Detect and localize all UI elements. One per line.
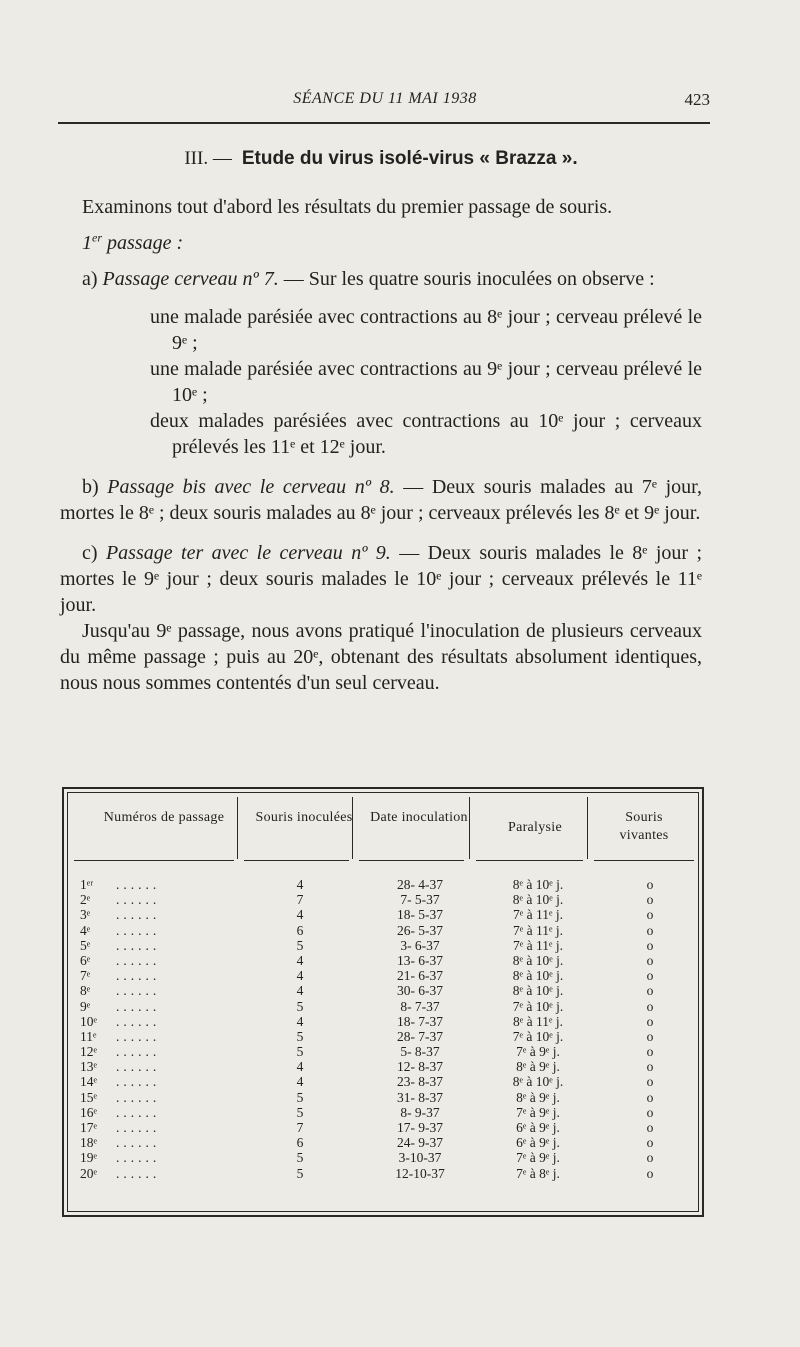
header-souris-inoculees: Souris inoculées	[255, 810, 353, 825]
date-cell: 28- 7-37	[396, 1028, 444, 1044]
date-cell: 8- 7-37	[400, 998, 440, 1014]
leader-dots: ......	[116, 1013, 161, 1029]
leader-dots: ......	[116, 1150, 161, 1166]
passage-cell: 4ᵉ ......	[80, 922, 161, 938]
table-row	[70, 999, 700, 1014]
observation-list	[150, 304, 702, 460]
header-souris-vivantes: Souris vivantes	[619, 810, 669, 843]
leader-dots: ......	[116, 922, 161, 938]
paragraph-a: a) Passage cerveau nº 7. — Sur les quatre souris inoculées on observe :	[82, 268, 655, 290]
paralysie-cell: 6ᵉ à 9ᵉ j.	[516, 1135, 560, 1151]
table-row	[70, 938, 700, 953]
table-row	[70, 1166, 700, 1181]
passage-cell: 5ᵉ ......	[80, 937, 161, 953]
observation-item: une malade parésiée avec contractions au 9ᵉ jour ; cerveau prélevé le 10ᵉ ;	[150, 358, 702, 406]
paralysie-cell: 7ᵉ à 11ᵉ j.	[513, 937, 563, 953]
souris-cell: 5	[296, 937, 304, 953]
paragraph-b: b) Passage bis avec le cerveau nº 8. — Deux souris malades au 7ᵉ jour, mortes le 8ᵉ ; deux souris malades au 8ᵉ jour ; cerveaux prélevés les 8ᵉ et 9ᵉ jour.	[60, 476, 702, 524]
vivantes-cell: o	[646, 968, 654, 984]
date-cell: 30- 6-37	[396, 983, 444, 999]
vivantes-cell: o	[646, 1120, 654, 1135]
souris-cell: 4	[296, 983, 304, 999]
leader-dots: ......	[116, 937, 161, 953]
passage-cell: 3ᵉ ......	[80, 907, 161, 923]
souris-cell: 5	[296, 1104, 304, 1120]
souris-cell: 5	[296, 1044, 304, 1060]
table-row	[70, 1059, 700, 1074]
leader-dots: ......	[116, 952, 161, 968]
souris-cell: 6	[296, 1135, 304, 1151]
header-underline	[74, 860, 234, 861]
table-row	[70, 892, 700, 907]
leader-dots: ......	[116, 892, 161, 908]
table-row	[70, 1044, 700, 1059]
section-heading	[60, 146, 702, 172]
passage-cell: 6ᵉ ......	[80, 952, 161, 968]
table-row	[70, 923, 700, 938]
table-row	[70, 877, 700, 892]
header-underline	[244, 860, 349, 861]
table-row	[70, 1029, 700, 1044]
paralysie-cell: 8ᵉ à 10ᵉ j.	[512, 877, 564, 892]
first-passage-heading: 1er passage :	[82, 230, 184, 254]
vivantes-cell: o	[646, 1150, 654, 1166]
paralysie-cell: 8ᵉ à 9ᵉ j.	[516, 1089, 560, 1105]
souris-cell: 7	[296, 892, 304, 908]
vivantes-cell: o	[646, 1165, 654, 1181]
column-divider	[469, 797, 470, 859]
souris-cell: 5	[296, 1089, 304, 1105]
table-row	[70, 907, 700, 922]
date-cell: 17- 9-37	[396, 1120, 444, 1135]
souris-cell: 5	[296, 1165, 304, 1181]
table-row	[70, 1105, 700, 1120]
table-row	[70, 1090, 700, 1105]
souris-cell: 5	[296, 1028, 304, 1044]
paralysie-cell: 8ᵉ à 10ᵉ j.	[512, 1074, 564, 1090]
leader-dots: ......	[116, 998, 161, 1014]
vivantes-cell: o	[646, 1044, 654, 1060]
souris-cell: 6	[296, 922, 304, 938]
date-cell: 18- 5-37	[396, 907, 444, 923]
leader-dots: ......	[116, 1028, 161, 1044]
vivantes-cell: o	[646, 983, 654, 999]
table-row	[70, 968, 700, 983]
passage-cell: 15ᵉ ......	[80, 1089, 161, 1105]
date-cell: 8- 9-37	[400, 1104, 440, 1120]
vivantes-cell: o	[646, 952, 654, 968]
vivantes-cell: o	[646, 1089, 654, 1105]
passage-cell: 11ᵉ ......	[80, 1028, 161, 1044]
vivantes-cell: o	[646, 1028, 654, 1044]
leader-dots: ......	[116, 1089, 161, 1105]
paralysie-cell: 7ᵉ à 9ᵉ j.	[516, 1044, 560, 1060]
date-cell: 26- 5-37	[396, 922, 444, 938]
passage-cell: 18ᵉ ......	[80, 1135, 161, 1151]
page-number: 423	[684, 90, 710, 109]
paralysie-cell: 8ᵉ à 10ᵉ j.	[512, 983, 564, 999]
table-row	[70, 983, 700, 998]
paralysie-cell: 8ᵉ à 9ᵉ j.	[516, 1059, 560, 1075]
column-divider	[352, 797, 353, 859]
paralysie-cell: 8ᵉ à 10ᵉ j.	[512, 968, 564, 984]
date-cell: 28- 4-37	[396, 877, 444, 892]
vivantes-cell: o	[646, 907, 654, 923]
paralysie-cell: 7ᵉ à 11ᵉ j.	[513, 922, 563, 938]
passage-cell: 8ᵉ ......	[80, 983, 161, 999]
leader-dots: ......	[116, 1074, 161, 1090]
leader-dots: ......	[116, 1165, 161, 1181]
header-underline	[359, 860, 464, 861]
passage-cell: 20ᵉ ......	[80, 1165, 161, 1181]
leader-dots: ......	[116, 1059, 161, 1075]
date-cell: 23- 8-37	[396, 1074, 444, 1090]
passage-cell: 1ᵉʳ ......	[80, 877, 161, 892]
vivantes-cell: o	[646, 937, 654, 953]
vivantes-cell: o	[646, 1013, 654, 1029]
date-cell: 5- 8-37	[400, 1044, 440, 1060]
leader-dots: ......	[116, 1104, 161, 1120]
running-title: SÉANCE DU 11 MAI 1938	[293, 90, 477, 107]
observation-item: deux malades parésiées avec contractions au 10ᵉ jour ; cerveaux prélevés les 11ᵉ et 12ᵉ jour.	[150, 410, 702, 458]
running-header	[60, 90, 710, 120]
paragraph-c: c) Passage ter avec le cerveau nº 9. — Deux souris malades le 8ᵉ jour ; mortes le 9ᵉ jour ; deux souris malades le 10ᵉ jour ; cerveaux prélevés le 11ᵉ jour.	[60, 542, 703, 616]
souris-cell: 5	[296, 998, 304, 1014]
paralysie-cell: 8ᵉ à 11ᵉ j.	[513, 1013, 563, 1029]
leader-dots: ......	[116, 907, 161, 923]
table-row	[70, 1120, 700, 1135]
passage-cell: 13ᵉ ......	[80, 1059, 161, 1075]
header-paralysie: Paralysie	[507, 820, 563, 835]
date-cell: 13- 6-37	[396, 952, 444, 968]
passage-cell: 16ᵉ ......	[80, 1104, 161, 1120]
intro-paragraph: Examinons tout d'abord les résultats du premier passage de souris.	[82, 196, 613, 218]
passage-cell: 7ᵉ ......	[80, 968, 161, 984]
souris-cell: 4	[296, 1059, 304, 1075]
header-date-inoculation: Date inoculation	[370, 810, 468, 825]
header-underline	[476, 860, 583, 861]
date-cell: 18- 7-37	[396, 1013, 444, 1029]
paralysie-cell: 6ᵉ à 9ᵉ j.	[516, 1120, 560, 1135]
leader-dots: ......	[116, 1044, 161, 1060]
header-underline	[594, 860, 694, 861]
date-cell: 3- 6-37	[400, 937, 440, 953]
souris-cell: 4	[296, 1013, 304, 1029]
paralysie-cell: 7ᵉ à 8ᵉ j.	[516, 1165, 560, 1181]
souris-cell: 4	[296, 968, 304, 984]
passage-cell: 17ᵉ ......	[80, 1120, 161, 1135]
table-row	[70, 953, 700, 968]
paralysie-cell: 7ᵉ à 10ᵉ j.	[512, 998, 564, 1014]
leader-dots: ......	[116, 983, 161, 999]
body-text	[60, 140, 702, 696]
paralysie-cell: 7ᵉ à 9ᵉ j.	[516, 1150, 560, 1166]
header-passage: Numéros de passage	[103, 810, 225, 825]
paralysie-cell: 7ᵉ à 11ᵉ j.	[513, 907, 563, 923]
date-cell: 12-10-37	[395, 1165, 445, 1181]
paralysie-cell: 7ᵉ à 10ᵉ j.	[512, 1028, 564, 1044]
section-title: Etude du virus isolé-virus « Brazza ».	[241, 148, 578, 169]
souris-cell: 4	[296, 1074, 304, 1090]
leader-dots: ......	[116, 1135, 161, 1151]
vivantes-cell: o	[646, 998, 654, 1014]
paralysie-cell: 7ᵉ à 9ᵉ j.	[516, 1104, 560, 1120]
table-row	[70, 1014, 700, 1029]
souris-cell: 7	[296, 1120, 304, 1135]
vivantes-cell: o	[646, 1074, 654, 1090]
passage-cell: 14ᵉ ......	[80, 1074, 161, 1090]
conclusion-paragraph: Jusqu'au 9ᵉ passage, nous avons pratiqué l'inoculation de plusieurs cerveaux du même passage ; puis au 20ᵉ, obtenant des résultats absolument identiques, nous nous sommes contentés d'un seul cerveau.	[60, 620, 702, 694]
date-cell: 24- 9-37	[396, 1135, 444, 1151]
leader-dots: ......	[116, 1120, 161, 1135]
table-row	[70, 1150, 700, 1165]
vivantes-cell: o	[646, 1059, 654, 1075]
vivantes-cell: o	[646, 1104, 654, 1120]
column-divider	[587, 797, 588, 859]
leader-dots: ......	[116, 968, 161, 984]
vivantes-cell: o	[646, 877, 654, 892]
vivantes-cell: o	[646, 1135, 654, 1151]
passage-cell: 9ᵉ ......	[80, 998, 161, 1014]
column-divider	[237, 797, 238, 859]
leader-dots: ......	[116, 877, 161, 892]
paralysie-cell: 8ᵉ à 10ᵉ j.	[512, 952, 564, 968]
section-number: III. —	[184, 148, 232, 169]
vivantes-cell: o	[646, 922, 654, 938]
observation-item: une malade parésiée avec contractions au 8ᵉ jour ; cerveau prélevé le 9ᵉ ;	[150, 306, 702, 354]
vivantes-cell: o	[646, 892, 654, 908]
souris-cell: 4	[296, 952, 304, 968]
date-cell: 7- 5-37	[400, 892, 440, 908]
table-row	[70, 1135, 700, 1150]
souris-cell: 5	[296, 1150, 304, 1166]
passage-table	[62, 787, 704, 1217]
passage-cell: 19ᵉ ......	[80, 1150, 161, 1166]
date-cell: 12- 8-37	[396, 1059, 444, 1075]
passage-cell: 2ᵉ ......	[80, 892, 161, 908]
table-row	[70, 1074, 700, 1089]
souris-cell: 4	[296, 877, 304, 892]
souris-cell: 4	[296, 907, 304, 923]
passage-cell: 12ᵉ ......	[80, 1044, 161, 1060]
date-cell: 21- 6-37	[396, 968, 444, 984]
date-cell: 31- 8-37	[396, 1089, 444, 1105]
paralysie-cell: 8ᵉ à 10ᵉ j.	[512, 892, 564, 908]
passage-cell: 10ᵉ ......	[80, 1013, 161, 1029]
date-cell: 3-10-37	[398, 1150, 442, 1166]
table-body	[70, 877, 700, 1181]
header-rule	[58, 122, 710, 124]
